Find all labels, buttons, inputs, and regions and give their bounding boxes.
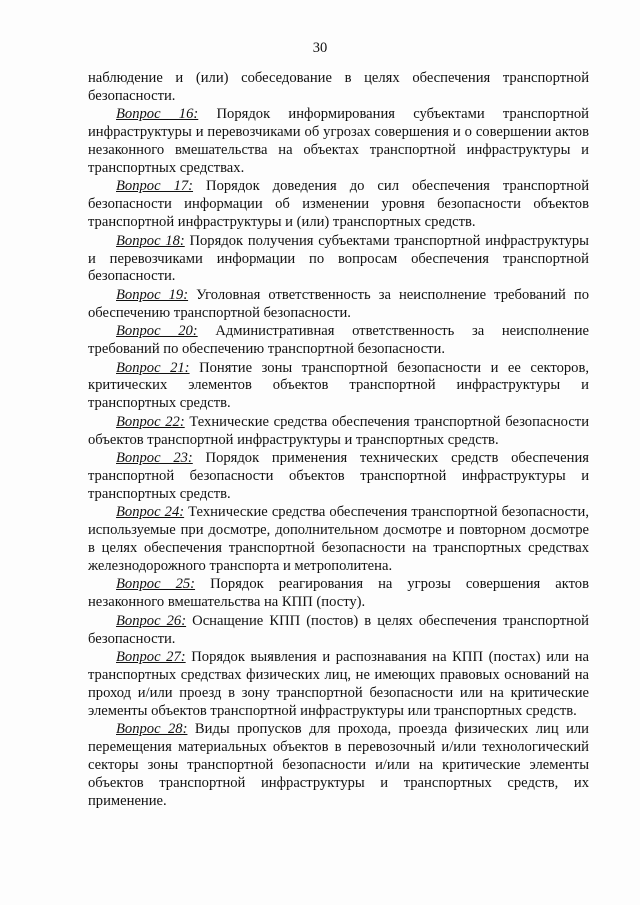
question-text: Порядок информирования субъектами транспортной инфраструктуры и перевозчиками об угрозах совершения и о совершении актов незаконного вмешательства на объектах транспортной инфраструктуры и транспортных средствах.: [88, 106, 589, 177]
question-item: [88, 576, 589, 612]
question-item: [88, 414, 589, 450]
question-label: Вопрос 19:: [116, 286, 189, 303]
question-text: Порядок получения субъектами транспортной инфраструктуры и перевозчиками информации по вопросам обеспечения транспортной безопасности.: [88, 232, 589, 285]
question-label: Вопрос 25:: [116, 576, 196, 593]
page-number: 30: [312, 40, 328, 56]
question-item: [88, 504, 589, 576]
question-label: Вопрос 24:: [116, 504, 185, 521]
question-label: Вопрос 22:: [116, 413, 185, 430]
question-label: Вопрос 21:: [116, 359, 190, 376]
question-text: Понятие зоны транспортной безопасности и ее секторов, критических элементов объектов транспортной инфраструктуры и транспортных средств.: [88, 359, 589, 412]
lead-paragraph: наблюдение и (или) собеседование в целях обеспечения транспортной безопасности.: [88, 70, 589, 104]
question-text: Порядок доведения до сил обеспечения транспортной безопасности информации об изменении уровня безопасности объектов транспортной инфраструктуры и (или) транспортных средств.: [88, 178, 589, 231]
question-text: Порядок выявления и распознавания на КПП (постах) или на транспортных средствах физических лиц, не имеющих правовых оснований на проход и/или проезд в зону транспортной безопасности или на критические элементы объектов транспортной инфраструктуры или транспортных средств.: [88, 649, 590, 719]
question-item: [88, 178, 589, 232]
question-label: Вопрос 20:: [116, 323, 198, 340]
question-text: Технические средства обеспечения транспортной безопасности объектов транспортной инфраструктуры и транспортных средств.: [88, 413, 589, 448]
question-text: Технические средства обеспечения транспортной безопасности, используемые при досмотре, дополнительном досмотре и повторном досмотре в целях обеспечения транспортной безопасности на транспортных средствах железнодорожного транспорта и метрополитена.: [88, 504, 589, 574]
question-text: Административная ответственность за неисполнение требований по обеспечению транспортной безопасности.: [88, 323, 589, 358]
question-item: [88, 323, 589, 359]
document-body: [88, 70, 589, 811]
question-label: Вопрос 28:: [116, 721, 188, 738]
question-text: Уголовная ответственность за неисполнение требований по обеспечению транспортной безопасности.: [88, 286, 589, 321]
question-item: [88, 287, 589, 323]
question-item: [88, 106, 589, 178]
question-text: Оснащение КПП (постов) в целях обеспечения транспортной безопасности.: [88, 612, 589, 647]
question-item: [88, 360, 589, 414]
question-label: Вопрос 16:: [116, 106, 199, 123]
question-item: [88, 450, 589, 504]
question-text: Порядок реагирования на угрозы совершения актов незаконного вмешательства на КПП (посту).: [88, 576, 589, 611]
question-item: [88, 613, 589, 649]
question-label: Вопрос 23:: [116, 450, 193, 467]
question-label: Вопрос 18:: [116, 232, 185, 249]
question-item: [88, 649, 589, 721]
question-list: [88, 106, 589, 810]
question-text: Виды пропусков для прохода, проезда физических лиц или перемещения материальных объектов в перевозочный и/или технологический секторы зоны транспортной безопасности и/или на критические элементы объектов транспортной инфраструктуры и транспортных средств, их применение.: [88, 721, 589, 809]
question-label: Вопрос 26:: [116, 612, 187, 629]
question-label: Вопрос 27:: [116, 649, 186, 665]
question-item: [88, 233, 589, 287]
question-label: Вопрос 17:: [116, 178, 194, 195]
question-text: Порядок применения технических средств обеспечения транспортной безопасности объектов транспортной инфраструктуры и транспортных средств.: [88, 450, 589, 502]
question-item: [88, 721, 589, 811]
